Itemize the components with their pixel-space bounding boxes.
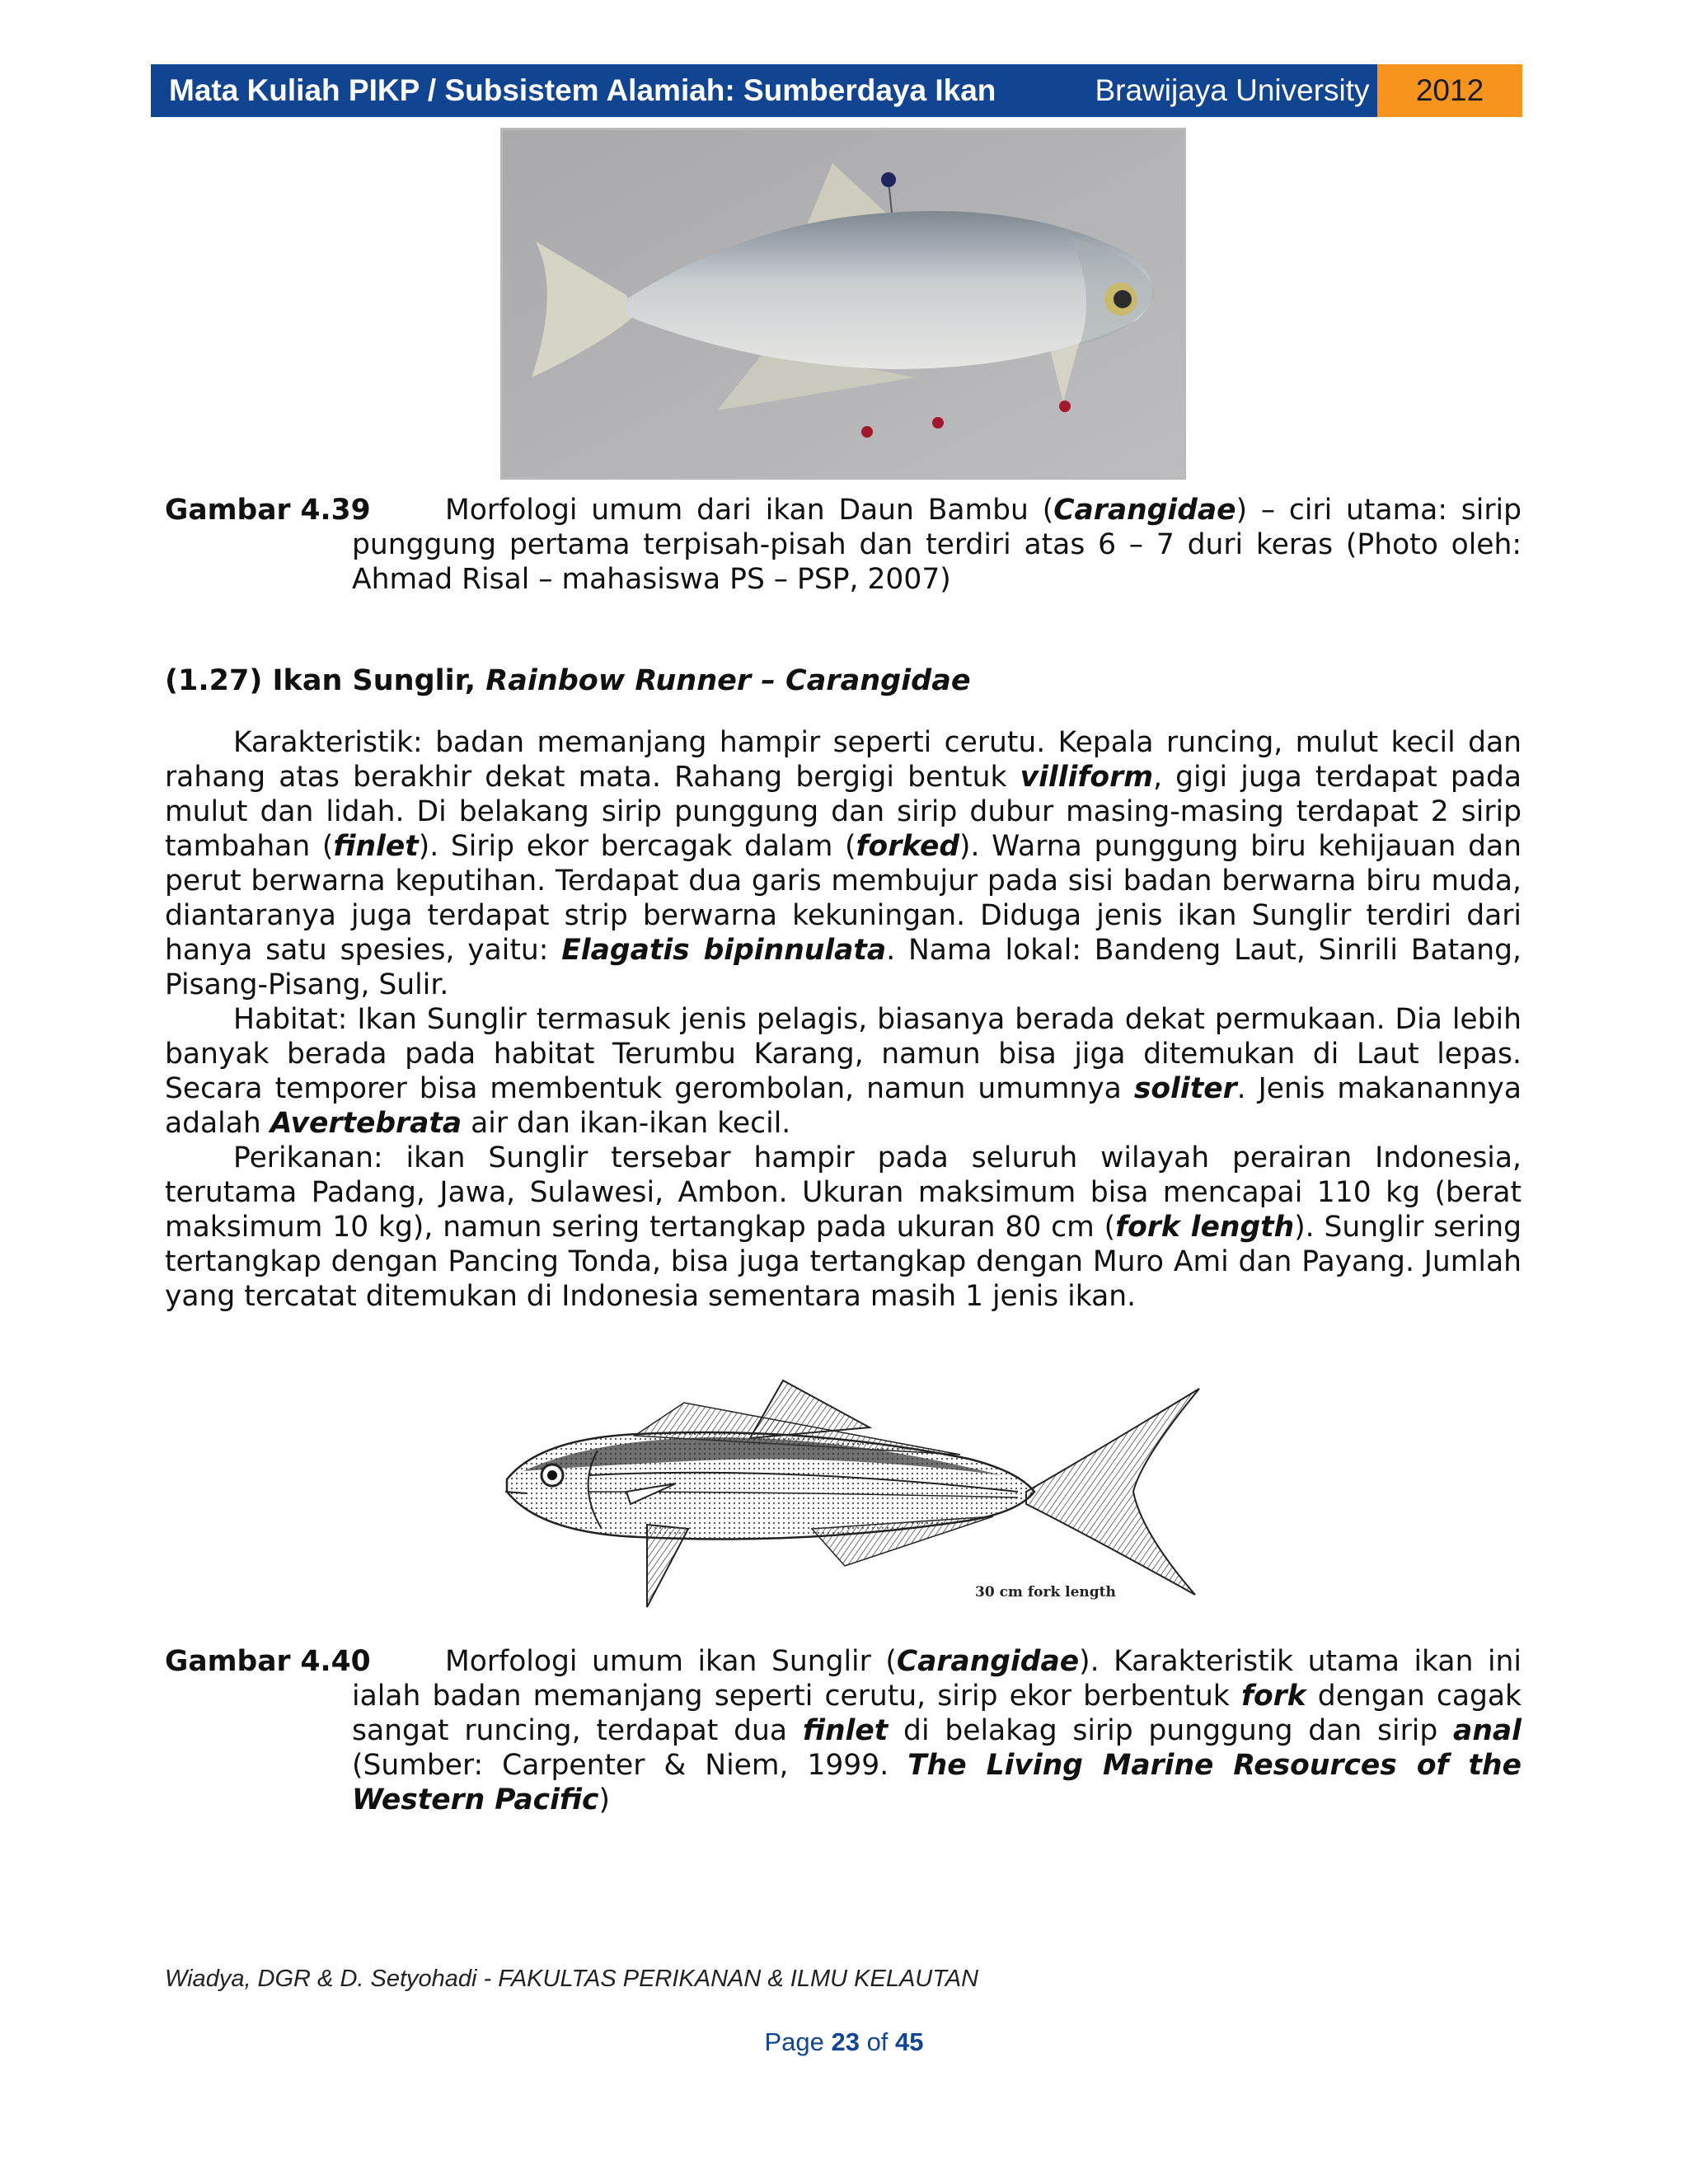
figure-caption-4-39 [165,493,1522,597]
emphasis: Elagatis bipinnulata [561,934,887,967]
figure-caption-text [352,493,1522,597]
text-run: . Jenis makanannya adalah [165,1072,1522,1140]
caption-text: ). Karakteristik utama ikan ini ialah badan memanjang seperti cerutu, sirip ekor berbentuk [352,1645,1522,1713]
caption-text: (Sumber: Carpenter & Niem, 1999. [352,1749,908,1782]
caption-taxon: Carangidae [1053,494,1236,527]
paragraph-habitat [165,1002,1522,1141]
caption-text: dengan cagak sangat runcing, terdapat dua [352,1680,1522,1747]
figure-caption-text [352,1644,1522,1817]
figure-caption-4-40 [165,1644,1522,1817]
text-run: air dan ikan-ikan kecil. [462,1107,791,1140]
page-current: 23 [831,2027,860,2056]
emphasis: villiform [1020,761,1154,794]
emphasis: fork [1240,1680,1306,1713]
text-run: ). Sirip ekor bercagak dalam ( [418,830,856,863]
page-label: Page [764,2027,832,2056]
text-run: . Nama lokal: Bandeng Laut, Sinrili Batang, Pisang-Pisang, Sulir. [165,934,1522,1001]
section-heading-english: Rainbow Runner – Carangidae [485,664,971,697]
caption-text: Morfologi umum dari ikan Daun Bambu ( [445,494,1054,527]
paragraph-characteristics [165,725,1522,1002]
figure-number: Gambar 4.40 [165,1645,371,1678]
footer-author: Wiadya, DGR & D. Setyohadi - FAKULTAS PERIKANAN & ILMU KELAUTAN [165,1966,979,1992]
page-number [0,2027,1688,2057]
body-text [165,725,1522,1314]
page-total: 45 [895,2027,924,2056]
caption-text: di belakag sirip punggung dan sirip [888,1714,1454,1747]
document-header [151,64,1522,117]
text-run: , gigi juga terdapat pada mulut dan lidah. Di belakang sirip punggung dan sirip dubur masing-masing terdapat 2 sirip tambahan ( [165,761,1522,863]
text-run: Karakteristik: badan memanjang hampir seperti cerutu. Kepala runcing, mulut kecil dan rahang atas berakhir dekat mata. Rahang bergigi bentuk [165,726,1522,794]
section-heading [165,664,971,697]
header-year: 2012 [1377,64,1522,117]
text-run: Perikanan: ikan Sunglir tersebar hampir pada seluruh wilayah perairan Indonesia, terutama Padang, Jawa, Sulawesi, Ambon. Ukuran maksimum bisa mencapai 110 kg (berat maksimum 10 kg), namun sering tertangkap pada ukuran 80 cm ( [165,1141,1522,1244]
emphasis: anal [1453,1714,1522,1747]
figure-number: Gambar 4.39 [165,494,371,527]
header-university: Brawijaya University [1087,64,1377,117]
emphasis: fork length [1115,1211,1295,1244]
page-of-label: of [859,2027,896,2056]
section-heading-prefix: (1.27) Ikan Sunglir, [165,664,486,697]
drawing-scale-label: 30 cm fork length [975,1584,1116,1601]
daun-bambu-fish-photo [500,128,1186,480]
header-course-title: Mata Kuliah PIKP / Subsistem Alamiah: Sumberdaya Ikan [151,64,1087,117]
emphasis: forked [856,830,960,863]
emphasis: finlet [333,830,419,863]
emphasis: soliter [1133,1072,1237,1105]
text-run: ). Sunglir sering tertangkap dengan Pancing Tonda, bisa juga tertangkap dengan Muro Ami dan Payang. Jumlah yang tercatat ditemukan di Indonesia sementara masih 1 jenis ikan. [165,1211,1522,1313]
paragraph-fisheries [165,1141,1522,1314]
source-title: The Living Marine Resources of the Western Pacific [352,1749,1522,1816]
text-run: ). Warna punggung biru kehijauan dan perut berwarna keputihan. Terdapat dua garis membujur pada sisi badan berwarna biru muda, diantaranya juga terdapat strip berwarna kekuningan. Diduga jenis ikan Sunglir terdiri dari hanya satu spesies, yaitu: [165,830,1522,967]
emphasis: Avertebrata [270,1107,462,1140]
caption-taxon: Carangidae [896,1645,1080,1678]
caption-text: ) [598,1783,610,1816]
rainbow-runner-drawing [490,1368,1207,1615]
text-run: Habitat: Ikan Sunglir termasuk jenis pelagis, biasanya berada dekat permukaan. Dia lebih banyak berada pada habitat Terumbu Karang, namun bisa jiga ditemukan di Laut lepas. Secara temporer bisa membentuk gerombolan, namun umumnya [165,1003,1522,1105]
caption-text: Morfologi umum ikan Sunglir ( [445,1645,897,1678]
caption-text: ) – ciri utama: sirip punggung pertama terpisah-pisah dan terdiri atas 6 – 7 duri keras (Photo oleh: Ahmad Risal – mahasiswa PS – PSP, 2007) [352,494,1522,596]
emphasis: finlet [802,1714,889,1747]
